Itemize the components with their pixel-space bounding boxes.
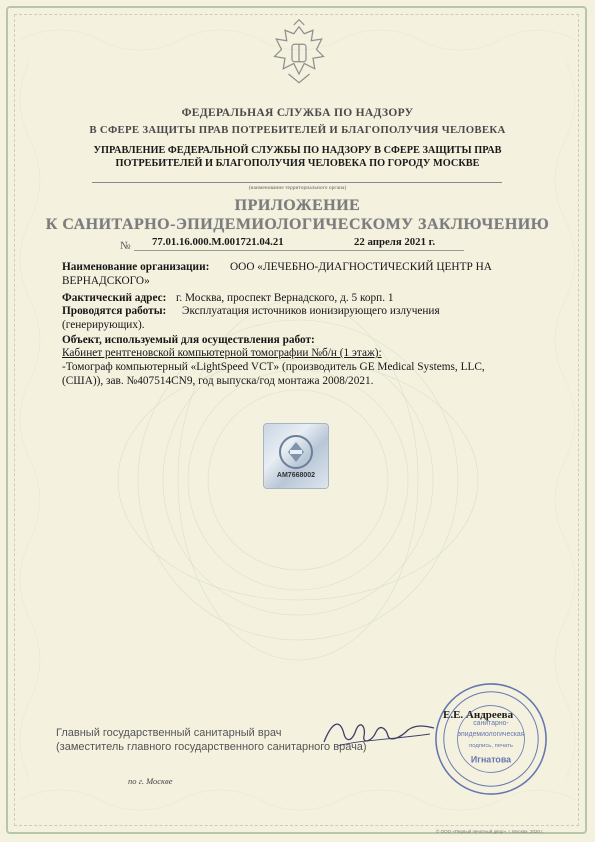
handwritten-signature — [318, 712, 438, 752]
stamp-text-line-1: санитарно- — [473, 720, 509, 728]
coat-of-arms-emblem — [264, 18, 334, 88]
security-hologram — [264, 424, 328, 488]
address-value: г. Москва, проспект Вернадского, д. 5 корп. 1 — [176, 292, 394, 304]
works-value-line-2: (генерирующих). — [62, 319, 145, 331]
document-title-line-2: К САНИТАРНО-ЭПИДЕМИОЛОГИЧЕСКОМУ ЗАКЛЮЧЕНИЮ — [45, 216, 550, 233]
hologram-code: АМ7668002 — [276, 472, 316, 479]
organization-value-line-2: ВЕРНАДСКОГО» — [62, 275, 150, 287]
conclusion-number: 77.01.16.000.М.001721.04.21 — [152, 236, 284, 248]
stamp-name: Игнатова — [470, 754, 512, 765]
department-caption: (наименование территориального органа) — [248, 185, 347, 191]
agency-name-line-2: В СФЕРЕ ЗАЩИТЫ ПРАВ ПОТРЕБИТЕЛЕЙ И БЛАГОПОЛУЧИЯ ЧЕЛОВЕКА — [89, 124, 506, 136]
department-name-line-2: ПОТРЕБИТЕЛЕЙ И БЛАГОПОЛУЧИЯ ЧЕЛОВЕКА ПО ГОРОДУ МОСКВЕ — [115, 158, 480, 169]
object-label: Объект, используемый для осуществления работ: — [62, 334, 315, 346]
works-label: Проводятся работы: — [62, 305, 167, 317]
official-round-stamp — [432, 680, 550, 798]
signatory-position-line-1: Главный государственный санитарный врач — [56, 727, 282, 739]
number-date-underline — [134, 250, 464, 251]
document-title-line-1: ПРИЛОЖЕНИЕ — [234, 197, 361, 214]
object-room: Кабинет рентгеновской компьютерной томографии №б/н (1 этаж): — [62, 347, 382, 359]
printer-footer: © ООО «Первый печатный двор», г. Москва, 2020 г. — [436, 829, 544, 834]
signatory-position-line-2: (заместитель главного государственного санитарного врача) — [56, 741, 367, 753]
place-note: по г. Москве — [128, 776, 173, 786]
object-device-line-1: -Томограф компьютерный «LightSpeed VCT» (производитель GE Medical Systems, LLC, — [62, 361, 485, 373]
conclusion-date: 22 апреля 2021 г. — [354, 236, 436, 248]
stamp-text-line-2: эпидемиологическая — [457, 731, 525, 739]
stamp-text-line-3: подпись, печать — [469, 742, 513, 749]
organization-label: Наименование организации: — [62, 261, 210, 273]
object-device-line-2: (США)), зав. №407514CN9, год выпуска/год монтажа 2008/2021. — [62, 375, 374, 387]
signatory-name: Е.Е. Андреева — [443, 709, 514, 721]
department-underline — [92, 182, 502, 183]
works-value-line-1: Эксплуатация источников ионизирующего излучения — [182, 305, 440, 317]
address-label: Фактический адрес: — [62, 292, 167, 304]
number-prefix: № — [120, 240, 131, 252]
department-name-line-1: УПРАВЛЕНИЕ ФЕДЕРАЛЬНОЙ СЛУЖБЫ ПО НАДЗОРУ В СФЕРЕ ЗАЩИТЫ ПРАВ — [93, 145, 502, 156]
agency-name-line-1: ФЕДЕРАЛЬНАЯ СЛУЖБА ПО НАДЗОРУ — [181, 107, 414, 119]
organization-value-line-1: ООО «ЛЕЧЕБНО-ДИАГНОСТИЧЕСКИЙ ЦЕНТР НА — [230, 261, 492, 273]
